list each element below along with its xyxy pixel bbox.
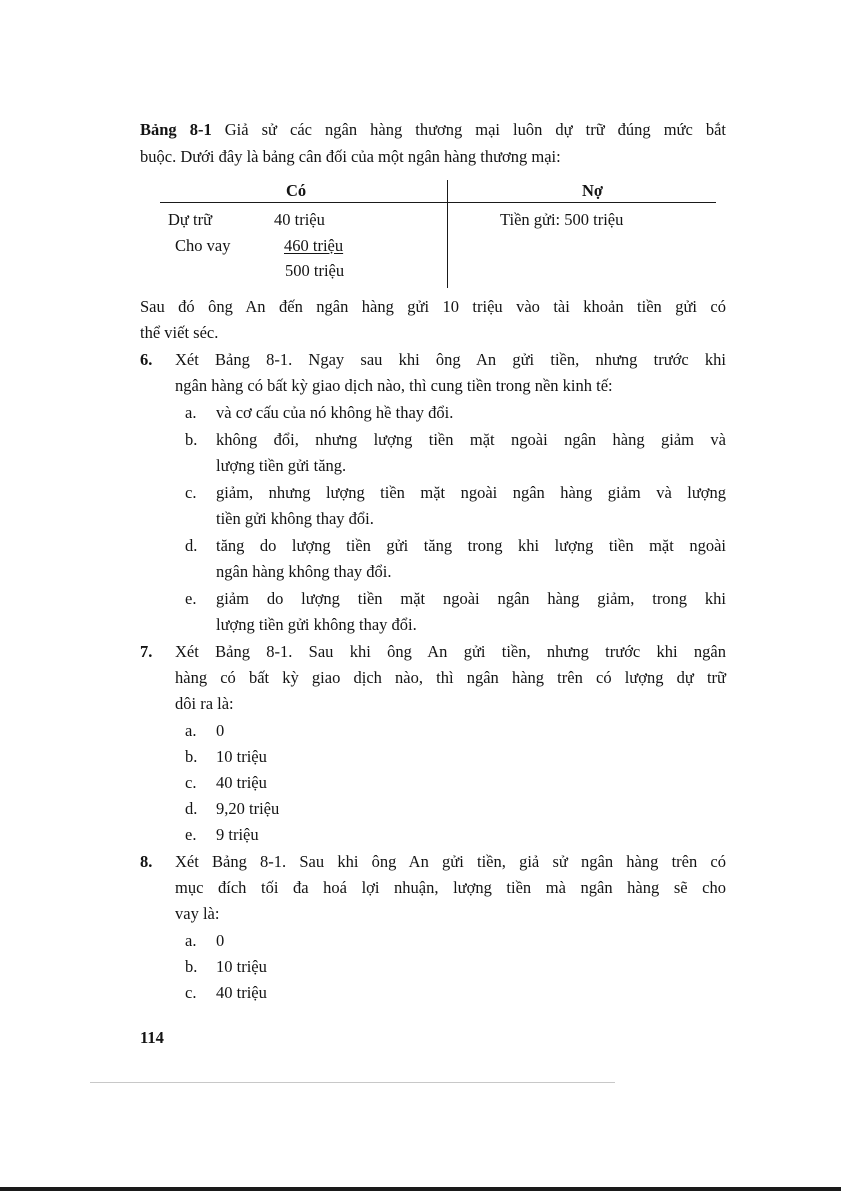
q8-option-b-text: 10 triệu [216,957,267,976]
question-7-line-1: Xét Bảng 8-1. Sau khi ông An gửi tiền, nhưng trước khi ngân [175,642,726,661]
q7-option-b-text: 10 triệu [216,747,267,766]
q6-option-c-line-2: tiền gửi không thay đổi. [216,509,374,528]
q6-option-c-line-1: giảm, nhưng lượng tiền mặt ngoài ngân hàng giảm và lượng [216,483,726,502]
q8-option-a-text: 0 [216,931,225,950]
reserves-label: Dự trữ [168,210,213,229]
table-head-liabilities: Nợ [582,181,604,200]
q6-option-e-line-1: giảm do lượng tiền mặt ngoài ngân hàng giảm, trong khi [216,589,726,608]
after-line-2: thể viết séc. [140,323,219,342]
q6-option-c-letter: c. [185,483,197,502]
q8-option-a-letter: a. [185,931,197,950]
question-6-line-1: Xét Bảng 8-1. Ngay sau khi ông An gửi tiền, nhưng trước khi [175,350,726,369]
q6-option-b-letter: b. [185,430,198,449]
table-header-rule [160,202,716,203]
deposits-value: Tiền gửi: 500 triệu [500,210,624,229]
q6-option-e-letter: e. [185,589,197,608]
question-7-line-3: dôi ra là: [175,694,234,713]
intro-line-2: buộc. Dưới đây là bảng cân đối của một ngân hàng thương mại: [140,147,561,166]
q6-option-d-letter: d. [185,536,198,555]
q6-option-b-line-2: lượng tiền gửi tăng. [216,456,347,475]
q6-option-d-line-1: tăng do lượng tiền gửi tăng trong khi lượng tiền mặt ngoài [216,536,726,555]
scan-bottom-edge [0,1187,841,1191]
intro-line-1-text: Giả sử các ngân hàng thương mại luôn dự trữ đúng mức bắt [224,120,727,139]
q7-option-e-text: 9 triệu [216,825,259,844]
q7-option-a-letter: a. [185,721,197,740]
q7-option-b-letter: b. [185,747,198,766]
question-6-line-2: ngân hàng có bất kỳ giao dịch nào, thì cung tiền trong nền kinh tế: [175,376,613,395]
question-7-line-2: hàng có bất kỳ giao dịch nào, thì ngân hàng trên có lượng dự trữ [175,668,726,687]
q7-option-c-letter: c. [185,773,197,792]
question-8-line-3: vay là: [175,904,220,923]
loans-label: Cho vay [175,236,231,255]
q8-option-c-text: 40 triệu [216,983,267,1002]
question-8-line-2: mục đích tối đa hoá lợi nhuận, lượng tiền mà ngân hàng sẽ cho [175,878,726,897]
q8-option-b-letter: b. [185,957,198,976]
table-divider [447,180,448,288]
table-head-assets: Có [286,181,307,200]
assets-total: 500 triệu [285,261,345,280]
q6-option-a-letter: a. [185,403,197,422]
q6-option-e-line-2: lượng tiền gửi không thay đổi. [216,615,417,634]
question-8-line-1: Xét Bảng 8-1. Sau khi ông An gửi tiền, giả sử ngân hàng trên có [175,852,726,871]
q7-option-c-text: 40 triệu [216,773,267,792]
q7-option-a-text: 0 [216,721,225,740]
q6-option-d-line-2: ngân hàng không thay đổi. [216,562,392,581]
q8-option-c-letter: c. [185,983,197,1002]
reserves-value: 40 triệu [274,210,325,229]
q7-option-d-letter: d. [185,799,198,818]
table-reference-label: Bảng 8-1 [140,120,212,139]
question-7-number: 7. [140,642,153,661]
footer-rule [90,1082,615,1083]
q7-option-d-text: 9,20 triệu [216,799,280,818]
page-number: 114 [140,1028,164,1047]
loans-value: 460 triệu [284,236,344,255]
question-8-number: 8. [140,852,153,871]
q7-option-e-letter: e. [185,825,197,844]
question-6-number: 6. [140,350,153,369]
intro-line-1 [140,120,726,140]
q6-option-b-line-1: không đổi, nhưng lượng tiền mặt ngoài ngân hàng giảm và [216,430,726,449]
after-line-1: Sau đó ông An đến ngân hàng gửi 10 triệu vào tài khoản tiền gửi có [140,297,726,316]
q6-option-a-text: và cơ cấu của nó không hề thay đổi. [216,403,454,422]
